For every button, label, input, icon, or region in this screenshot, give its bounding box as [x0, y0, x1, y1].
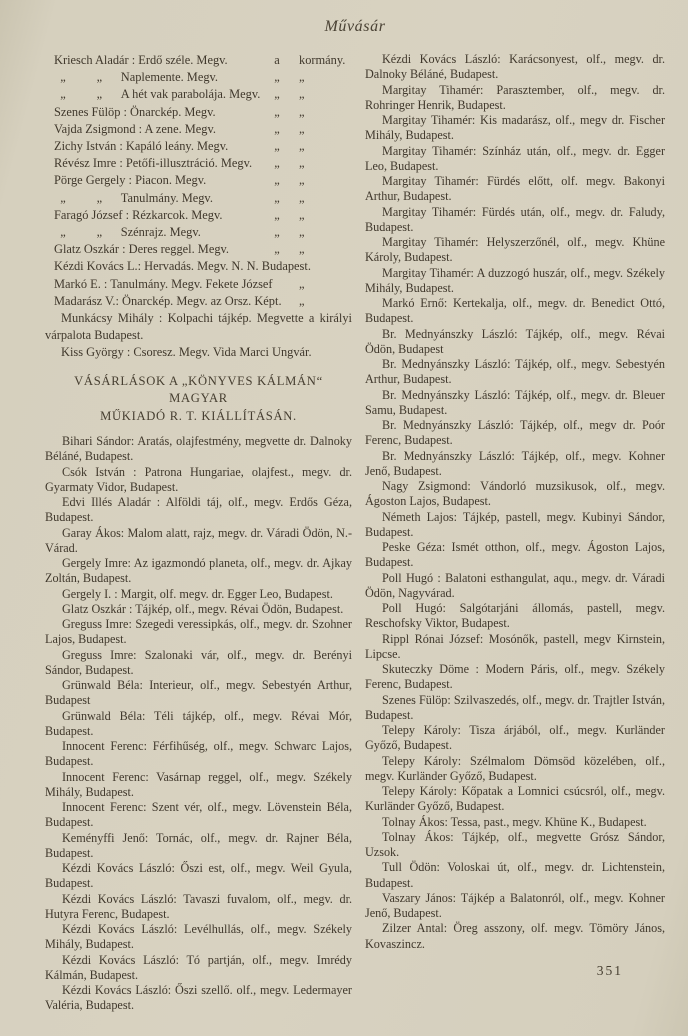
- sale-row-buyer: [257, 276, 350, 293]
- buyer-ditto-second: „: [299, 225, 305, 240]
- sale-row-buyer: [257, 224, 350, 241]
- sale-row-buyer: [257, 293, 350, 310]
- sale-entry: Edvi Illés Aladár : Alföldi táj, olf., megv. Erdős Géza, Budapest.: [45, 495, 352, 525]
- sale-row-buyer: [257, 104, 350, 121]
- sale-entry: Margitay Tihamér: Parasztember, olf., megv. dr. Rohringer Henrik, Budapest.: [365, 82, 665, 112]
- sale-entry: Kézdi Kovács László: Őszi est, olf., megv. Weil Gyula, Budapest.: [45, 861, 352, 891]
- sale-entry: Margitay Tihamér: Fürdés után, olf., megv. dr. Faludy, Budapest.: [365, 204, 665, 234]
- sale-row-buyer: [257, 52, 350, 69]
- sale-row: [54, 276, 352, 293]
- government-purchases-list: [45, 52, 352, 310]
- sale-row-text: „ „ Tanulmány. Megv.: [54, 190, 213, 205]
- sale-paragraph: Kiss György : Csoresz. Megv. Vida Marci Ungvár.: [61, 345, 312, 360]
- sale-entry: Margitay Tihamér: Kis madarász, olf., megv dr. Fischer Mihály, Budapest.: [365, 113, 665, 143]
- buyer-ditto-first: „: [274, 225, 280, 240]
- buyer-ditto-second: „: [299, 104, 305, 119]
- sale-entry: Csók István : Patrona Hungariae, olajfest., megv. dr. Gyarmaty Vidor, Budapest.: [45, 464, 352, 494]
- sale-row-text: Glatz Oszkár : Deres reggel. Megv.: [54, 242, 230, 257]
- sale-row: [54, 172, 352, 189]
- sale-row-text: Szenes Fülöp : Önarckép. Megv.: [54, 104, 216, 119]
- sale-entry: Gergely Imre: Az igazmondó planeta, olf., megv. dr. Ajkay Zoltán, Budapest.: [45, 556, 352, 586]
- sale-entry: Innocent Ferenc: Vasárnap reggel, olf., megv. Székely Mihály, Budapest.: [45, 769, 352, 799]
- sale-row-buyer: [257, 241, 350, 258]
- sale-row: [54, 155, 352, 172]
- buyer-ditto-first: „: [274, 104, 280, 119]
- buyer-ditto-second: „: [299, 276, 305, 291]
- left-entry-list: [45, 434, 352, 1014]
- sale-entry: Kézdi Kovács László: Levélhullás, olf., megv. Székely Mihály, Budapest.: [45, 922, 352, 952]
- sale-entry: Greguss Imre: Szegedi veressipkás, olf., megv. dr. Szohner Lajos, Budapest.: [45, 617, 352, 647]
- buyer-ditto-first: „: [274, 87, 280, 102]
- sale-row-text: Faragó József : Rézkarcok. Megv.: [54, 207, 223, 222]
- sale-entry: Margitay Tihamér: Helyszerzőnél, olf., megv. Khüne Károly, Budapest.: [365, 235, 665, 265]
- sale-entry: Br. Mednyánszky László: Tájkép, olf., megv. Sebestyén Arthur, Budapest.: [365, 357, 665, 387]
- sale-entry: Telepy Károly: Tisza árjából, olf., megv. Kurländer Győző, Budapest.: [365, 723, 665, 753]
- sale-entry: Innocent Ferenc: Szent vér, olf., megv. Lövenstein Béla, Budapest.: [45, 800, 352, 830]
- sale-row: [54, 293, 352, 310]
- sale-entry: Innocent Ferenc: Férfihűség, olf., megv. Schwarc Lajos, Budapest.: [45, 739, 352, 769]
- sale-entry: Kézdi Kovács László: Őszi szellő. olf., megv. Ledermayer Valéria, Budapest.: [45, 983, 352, 1013]
- buyer-ditto-first: „: [274, 242, 280, 257]
- section-heading-line2: MŰKIADÓ R. T. KIÁLLÍTÁSÁN.: [100, 408, 297, 423]
- sale-entry: Margitay Tihamér: Fürdés előtt, olf. megv. Bakonyi Arthur, Budapest.: [365, 174, 665, 204]
- sale-row-text: Markó E. : Tanulmány. Megv. Fekete József: [54, 276, 273, 291]
- sale-entry: Kézdi Kovács László: Karácsonyest, olf., megv. dr. Dalnoky Béláné, Budapest.: [365, 52, 665, 82]
- buyer-ditto-second: „: [299, 190, 305, 205]
- sale-entry: Tolnay Ákos: Tájkép, olf., megvette Grósz Sándor, Uzsok.: [365, 829, 665, 859]
- sale-row-buyer: [257, 138, 350, 155]
- sale-row-buyer: [257, 86, 350, 103]
- sale-entry: Keményffi Jenő: Tornác, olf., megv. dr. Rajner Béla, Budapest.: [45, 830, 352, 860]
- sale-entry: Kézdi Kovács László: Tó partján, olf., megv. Imrédy Kálmán, Budapest.: [45, 952, 352, 982]
- sale-row: [54, 258, 352, 275]
- sale-row: [54, 207, 352, 224]
- buyer-ditto-first: „: [274, 190, 280, 205]
- sale-row: [54, 241, 352, 258]
- page-number: 351: [596, 962, 623, 978]
- sale-paragraph: Munkácsy Mihály : Kolpachi tájkép. Megvette a királyi várpalota Budapest.: [45, 311, 352, 343]
- sale-row-text: Kézdi Kovács L.: Hervadás. Megv. N. N. Budapest.: [54, 259, 311, 274]
- sale-entry: Telepy Károly: Szélmalom Dömsöd közelében, olf., megv. Kurländer Győző, Budapest.: [365, 753, 665, 783]
- sale-entry: Szenes Fülöp: Szilvaszedés, olf., megv. dr. Trajtler István, Budapest.: [365, 692, 665, 722]
- sale-row-buyer: [257, 69, 350, 86]
- buyer-ditto-first: „: [274, 207, 280, 222]
- sale-entry: Poll Hugó: Salgótarjáni állomás, pastell, megv. Reschofsky Viktor, Budapest.: [365, 601, 665, 631]
- page-header-title: Művásár: [324, 18, 386, 35]
- sale-row-text: Révész Imre : Petőfi-illusztráció. Megv.: [54, 156, 253, 171]
- sale-entry: Skuteczky Döme : Modern Páris, olf., megv. Székely Ferenc, Budapest.: [365, 662, 665, 692]
- buyer-ditto-second: kormány.: [299, 53, 346, 67]
- sale-row-text: „ „ A hét vak parabolája. Megv.: [54, 87, 261, 102]
- sale-entry: Br. Mednyánszky László: Tájkép, olf., megv dr. Poór Ferenc, Budapest.: [365, 418, 665, 448]
- buyer-ditto-second: „: [299, 173, 305, 188]
- sale-entry: Markó Ernő: Kertekalja, olf., megv. dr. Benedict Ottó, Budapest.: [365, 296, 665, 326]
- sale-entry: Poll Hugó : Balatoni esthangulat, aqu., megv. dr. Váradi Ödön, Nagyvárad.: [365, 570, 665, 600]
- sale-row: [54, 224, 352, 241]
- buyer-ditto-second: „: [299, 70, 305, 85]
- sale-entry: Margitay Tihamér: A duzzogó huszár, olf., megv. Székely Mihály, Budapest.: [365, 265, 665, 295]
- sale-entry: Garay Ákos: Malom alatt, rajz, megv. dr. Váradi Ödön, N.-Várad.: [45, 525, 352, 555]
- buyer-ditto-first: „: [274, 121, 280, 136]
- buyer-ditto-second: „: [299, 139, 305, 154]
- sale-row-buyer: [257, 190, 350, 207]
- sale-row: [54, 52, 352, 69]
- sale-entry: Peske Géza: Ismét otthon, olf., megv. Ágoston Lajos, Budapest.: [365, 540, 665, 570]
- sale-row-text: „ „ Szénrajz. Megv.: [54, 225, 201, 240]
- sale-entry: Br. Mednyánszky László: Tájkép, olf., megv. Kohner Jenő, Budapest.: [365, 448, 665, 478]
- sale-row-buyer: [257, 121, 350, 138]
- sale-row-text: Madarász V.: Önarckép. Megv. az Orsz. Képt.: [54, 293, 282, 308]
- sale-row-text: Zichy István : Kapáló leány. Megv.: [54, 139, 229, 154]
- buyer-ditto-first: [257, 276, 297, 293]
- sale-entry: Nagy Zsigmond: Vándorló muzsikusok, olf., megv. Ágoston Lajos, Budapest.: [365, 479, 665, 509]
- sale-row: [54, 69, 352, 86]
- sale-row: [54, 86, 352, 103]
- sale-entry: Tolnay Ákos: Tessa, past., megv. Khüne K., Budapest.: [382, 814, 647, 829]
- sale-row-buyer: [257, 207, 350, 224]
- right-entry-list: [365, 52, 665, 952]
- buyer-ditto-second: „: [299, 207, 305, 222]
- sale-entry: Glatz Oszkár : Tájkép, olf., megv. Révai Ödön, Budapest.: [62, 601, 344, 616]
- sale-entry: Németh Lajos: Tájkép, pastell, megv. Kubinyi Sándor, Budapest.: [365, 509, 665, 539]
- content-columns: [45, 52, 665, 1014]
- sale-entry: Zilzer Antal: Öreg asszony, olf. megv. Tömöry János, Kovaszincz.: [365, 921, 665, 951]
- buyer-ditto-first: a: [274, 53, 280, 67]
- right-column: [365, 52, 665, 1014]
- buyer-ditto-second: „: [299, 121, 305, 136]
- sale-row-text: „ „ Naplemente. Megv.: [54, 70, 219, 85]
- buyer-ditto-second: „: [299, 87, 305, 102]
- sale-entry: Grünwald Béla: Interieur, olf., megv. Sebestyén Arthur, Budapest: [45, 678, 352, 708]
- buyer-ditto-first: „: [274, 70, 280, 85]
- sale-entry: Tull Ödön: Voloskai út, olf., megv. dr. Lichtenstein, Budapest.: [365, 860, 665, 890]
- buyer-ditto-first: „: [274, 173, 280, 188]
- sale-entry: Grünwald Béla: Téli tájkép, olf., megv. Révai Mór, Budapest.: [45, 708, 352, 738]
- buyer-ditto-second: „: [299, 156, 305, 171]
- sale-entry: Greguss Imre: Szalonaki vár, olf., megv. dr. Berényi Sándor, Budapest.: [45, 647, 352, 677]
- closing-paragraphs: [45, 310, 352, 362]
- sale-entry: Rippl Rónai József: Mosónők, pastell, megv Kirnstein, Lipcse.: [365, 631, 665, 661]
- sale-entry: Vaszary János: Tájkép a Balatonról, olf., megv. Kohner Jenő, Budapest.: [365, 890, 665, 920]
- buyer-ditto-first: „: [274, 139, 280, 154]
- sale-entry: Telepy Károly: Kőpatak a Lomnici csúcsról, olf., megv. Kurländer Győző, Budapest.: [365, 784, 665, 814]
- sale-row: [54, 138, 352, 155]
- sale-row-text: Kriesch Aladár : Erdő széle. Megv.: [54, 53, 228, 67]
- buyer-ditto-first: „: [274, 156, 280, 171]
- sale-entry: Br. Mednyánszky László: Tájkép, olf., megv. dr. Bleuer Samu, Budapest.: [365, 387, 665, 417]
- sale-entry: Bihari Sándor: Aratás, olajfestmény, megvette dr. Dalnoky Béláné, Budapest.: [45, 434, 352, 464]
- sale-row-buyer: [257, 155, 350, 172]
- sale-row: [54, 190, 352, 207]
- sale-row: [54, 121, 352, 138]
- buyer-ditto-second: „: [299, 293, 305, 308]
- buyer-ditto-second: „: [299, 242, 305, 257]
- section-heading-line1: VÁSÁRLÁSOK A „KÖNYVES KÁLMÁN“ MAGYAR: [74, 373, 323, 406]
- left-column: [45, 52, 352, 1014]
- sale-row-text: Pörge Gergely : Piacon. Megv.: [54, 173, 207, 188]
- sale-entry: Margitay Tihamér: Színház után, olf., megv. dr. Egger Leo, Budapest.: [365, 143, 665, 173]
- sale-entry: Br. Mednyánszky László: Tájkép, olf., megv. Révai Ödön, Budapest: [365, 326, 665, 356]
- sale-row-buyer: [257, 172, 350, 189]
- buyer-ditto-first: [257, 293, 297, 310]
- sale-row-text: Vajda Zsigmond : A zene. Megv.: [54, 121, 216, 136]
- sale-row: [54, 104, 352, 121]
- sale-entry: Gergely I. : Margit, olf. megv. dr. Egger Leo, Budapest.: [62, 586, 333, 601]
- sale-entry: Kézdi Kovács László: Tavaszi fuvalom, olf., megv. dr. Hutyra Ferenc, Budapest.: [45, 891, 352, 921]
- section-heading: [45, 373, 352, 426]
